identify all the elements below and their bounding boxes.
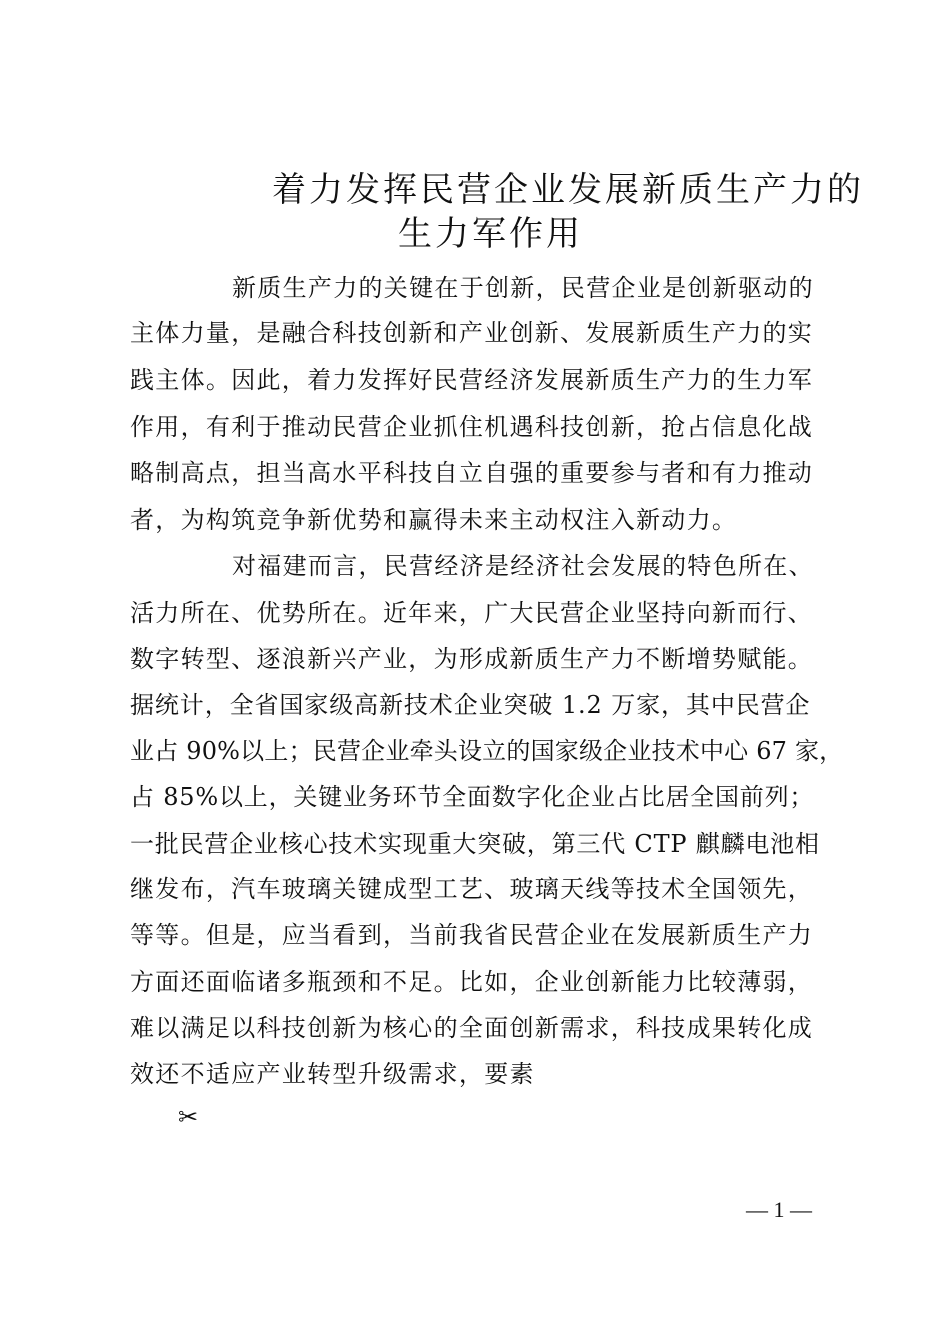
title-line-1: 着力发挥民营企业发展新质生产力的: [272, 170, 864, 210]
paragraph-line: 践主体。因此，着力发挥好民营经济发展新质生产力的生力军: [130, 366, 814, 394]
paragraph-line: 占 85%以上，关键业务环节全面数字化企业占比居全国前列；: [130, 783, 815, 811]
paragraph-line: 作用，有利于推动民营企业抓住机遇科技创新，抢占信息化战: [130, 413, 814, 441]
paragraph-line: 继发布，汽车玻璃关键成型工艺、玻璃天线等技术全国领先，: [130, 875, 814, 903]
paragraph-line: 方面还面临诸多瓶颈和不足。比如，企业创新能力比较薄弱，: [130, 968, 814, 996]
paragraph-line: 对福建而言，民营经济是经济社会发展的特色所在、: [232, 552, 814, 580]
paragraph-line: 等等。但是，应当看到，当前我省民营企业在发展新质生产力: [130, 921, 814, 949]
page-number: — 1 —: [746, 1197, 812, 1222]
paragraph-line: 活力所在、优势所在。近年来，广大民营企业坚持向新而行、: [130, 599, 814, 627]
paragraph-line: 新质生产力的关键在于创新，民营企业是创新驱动的: [232, 274, 814, 302]
paragraph-line: 者，为构筑竞争新优势和赢得未来主动权注入新动力。: [130, 506, 738, 534]
paragraph-line: 一批民营企业核心技术实现重大突破，第三代 CTP 麒麟电池相: [130, 830, 820, 858]
paragraph-line: 难以满足以科技创新为核心的全面创新需求，科技成果转化成: [130, 1014, 814, 1042]
scissors-icon: ✂: [178, 1103, 199, 1131]
paragraph-line: 据统计，全省国家级高新技术企业突破 1.2 万家，其中民营企: [130, 691, 811, 719]
paragraph-line: 主体力量，是融合科技创新和产业创新、发展新质生产力的实: [130, 319, 814, 347]
paragraph-line: 数字转型、逐浪新兴产业，为形成新质生产力不断增势赋能。: [130, 645, 814, 673]
paragraph-line: 业占 90%以上；民营企业牵头设立的国家级企业技术中心 67 家，: [130, 737, 844, 765]
paragraph-line: 效还不适应产业转型升级需求，要素: [130, 1060, 535, 1088]
paragraph-line: 略制高点，担当高水平科技自立自强的重要参与者和有力推动: [130, 459, 814, 487]
title-line-2: 生力军作用: [398, 214, 583, 254]
